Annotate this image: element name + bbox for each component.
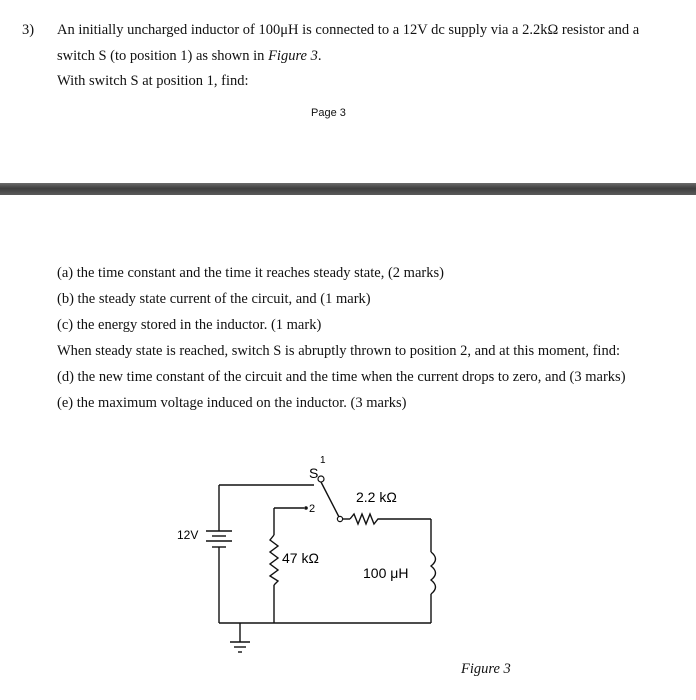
part-e: (e) the maximum voltage induced on the inductor. (3 marks) (57, 395, 407, 411)
inductor-icon (431, 552, 436, 594)
switch-contact-2 (304, 506, 308, 510)
ground-icon (230, 623, 250, 652)
question-intro-line-1: An initially uncharged inductor of 100μH is connected to a 12V dc supply via a 2.2kΩ resistor and a (57, 22, 640, 38)
resistor-47k-label: 47 kΩ (282, 550, 319, 566)
intro-line-2-suffix: . (317, 48, 322, 64)
switch-blade (321, 482, 339, 517)
figure-reference: Figure 3 (268, 48, 318, 64)
switch-pivot (337, 516, 342, 521)
switch-label: S (309, 465, 319, 481)
inductor-label: 100 μH (363, 565, 409, 581)
question-intro-line-3: With switch S at position 1, find: (57, 73, 249, 89)
part-a: (a) the time constant and the time it reaches steady state, (2 marks) (57, 265, 444, 281)
page-number: Page 3 (311, 107, 346, 119)
switch-contact-1 (318, 476, 324, 482)
resistor-2k2-icon (350, 514, 386, 524)
question-number: 3) (22, 22, 35, 38)
switch-pos1-label: 1 (320, 455, 326, 466)
resistor-2k2-label: 2.2 kΩ (356, 489, 397, 505)
steady-state-statement: When steady state is reached, switch S is abruptly thrown to position 2, and at this moment, find: (57, 343, 620, 359)
figure-caption: Figure 3 (461, 661, 511, 677)
resistor-47k-icon (270, 535, 278, 585)
part-b: (b) the steady state current of the circuit, and (1 mark) (57, 291, 371, 307)
switch-pos2-label: 2 (309, 503, 316, 515)
intro-line-2-prefix: switch S (to position 1) as shown in (57, 48, 269, 64)
part-c: (c) the energy stored in the inductor. (1 mark) (57, 317, 322, 333)
part-d: (d) the new time constant of the circuit and the time when the current drops to zero, and (3 marks) (57, 369, 626, 385)
battery-icon (206, 531, 232, 547)
source-voltage-label: 12V (177, 528, 199, 542)
